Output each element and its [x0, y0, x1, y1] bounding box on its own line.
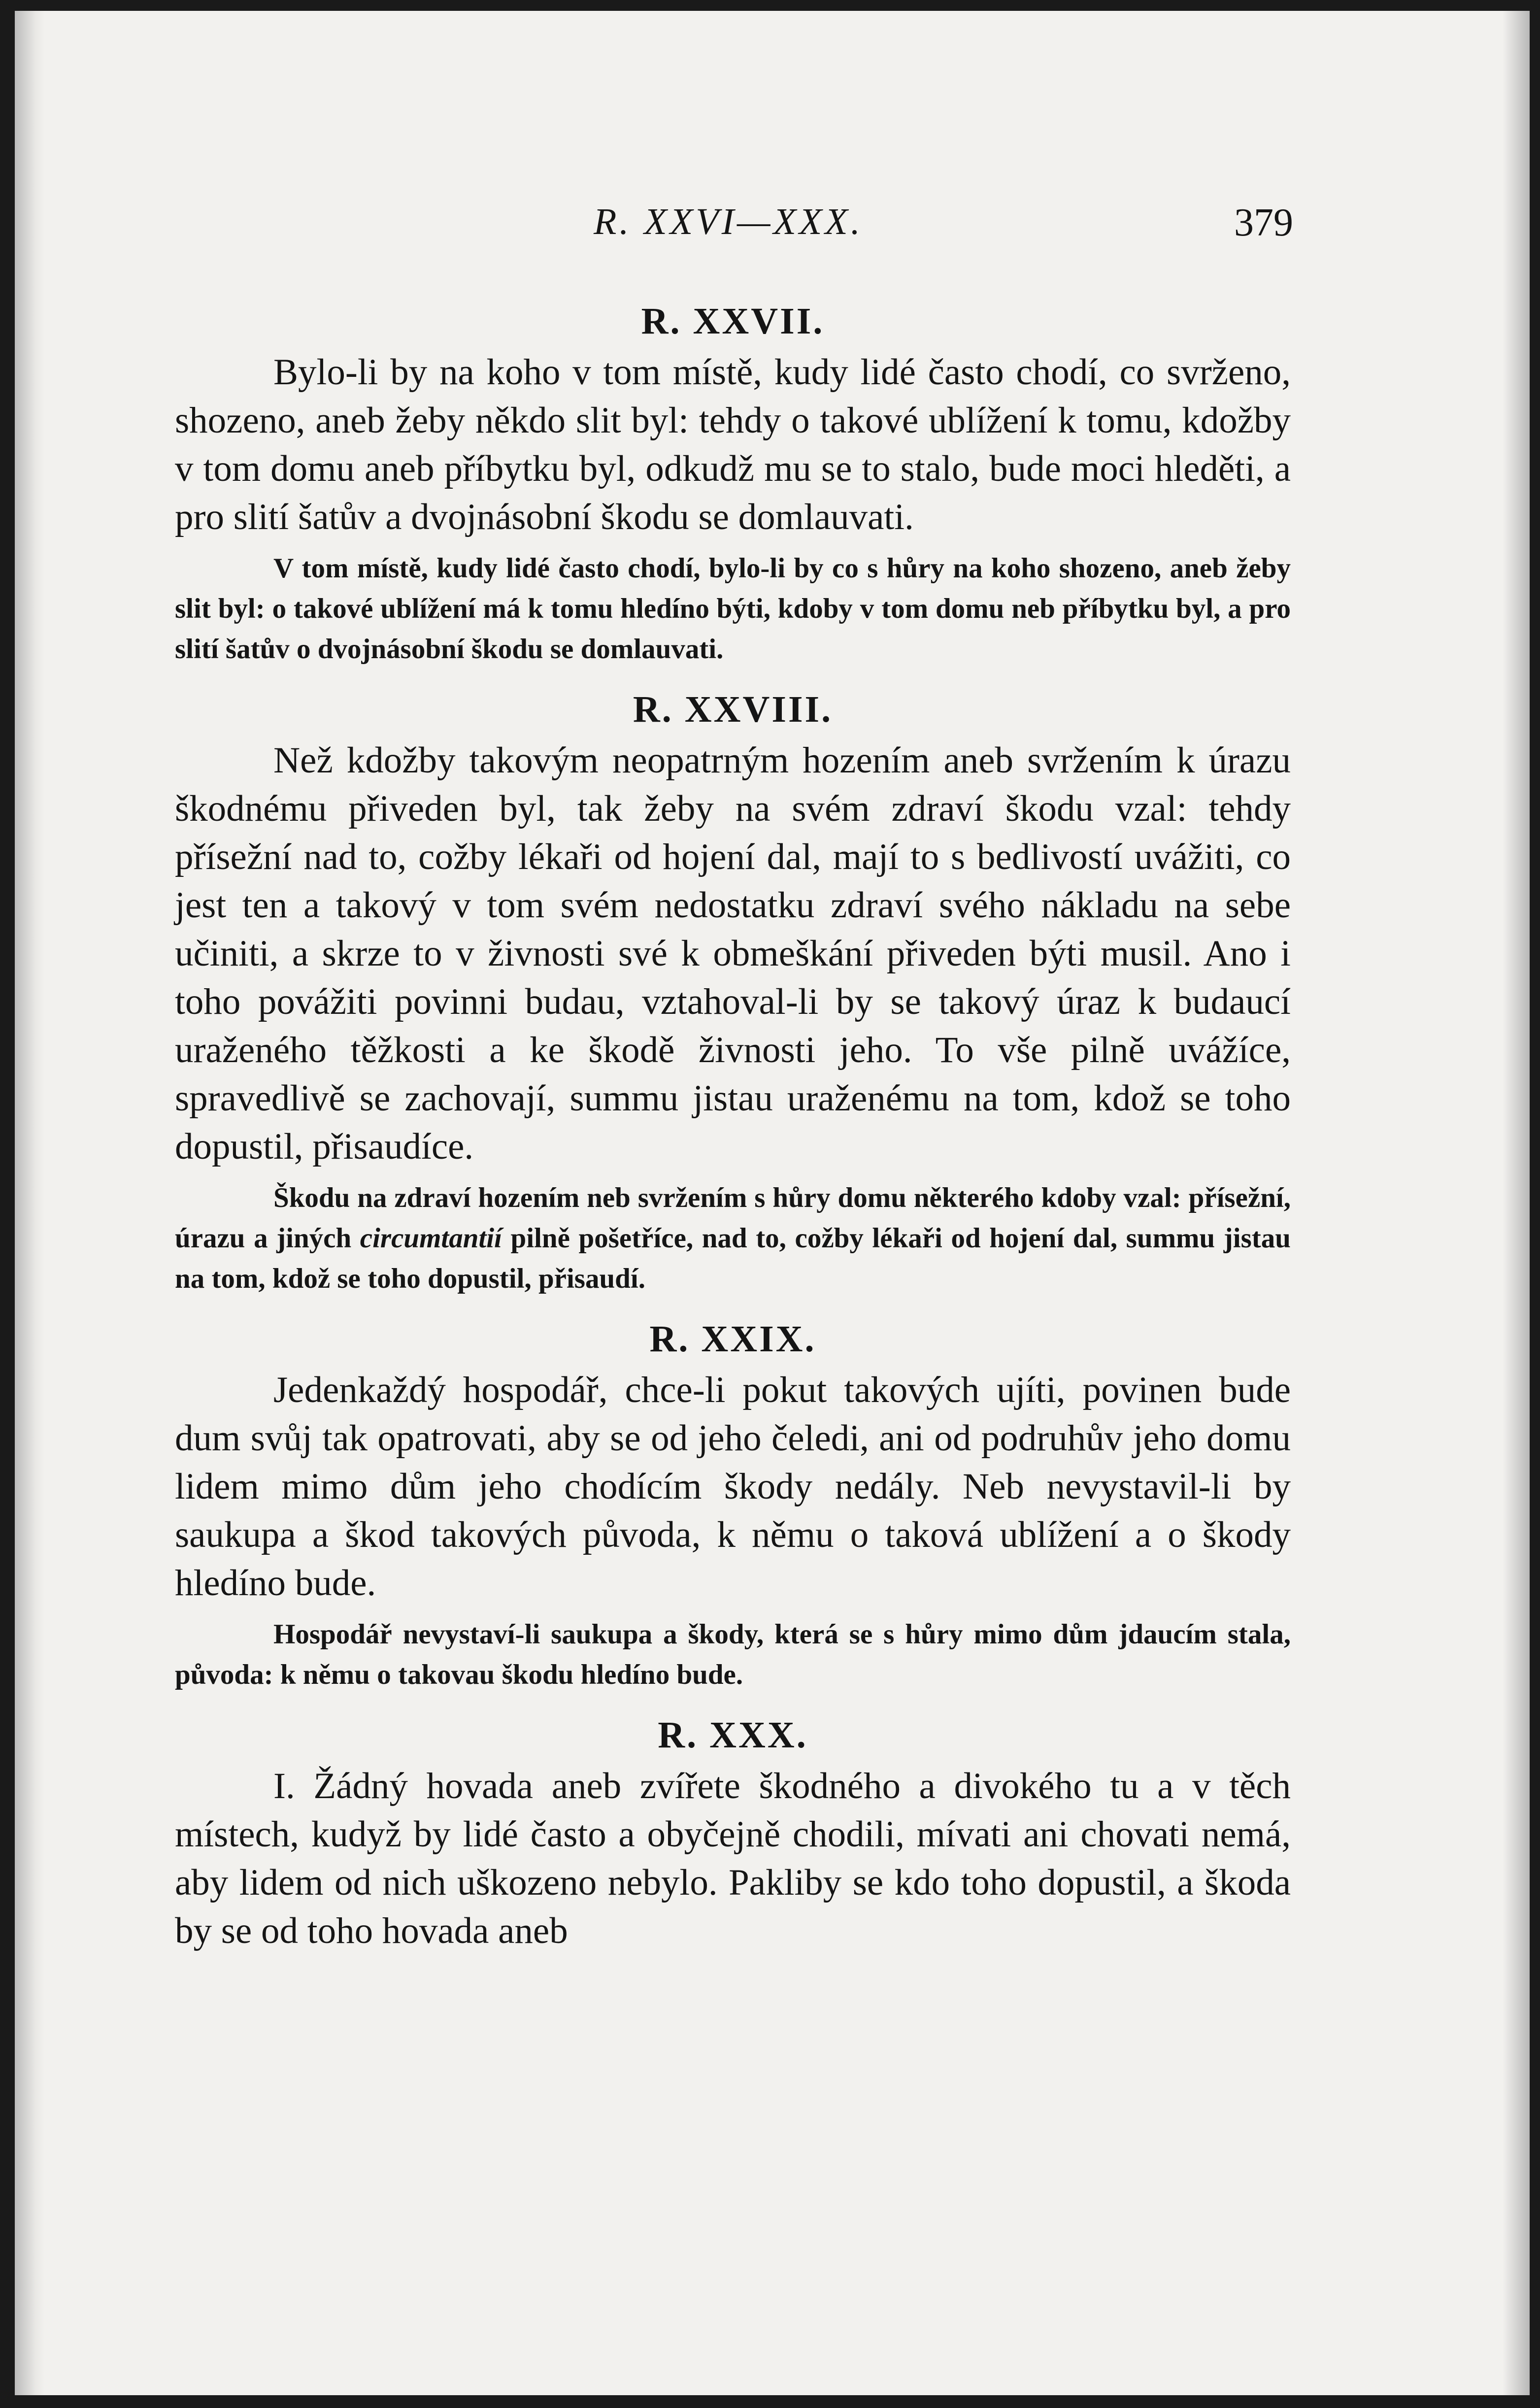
- section-heading: R. XXX.: [658, 1714, 808, 1756]
- page-number: 379: [1234, 201, 1293, 244]
- summary-paragraph: V tom místě, kudy lidé často chodí, bylo-li by co s hůry na koho shozeno, aneb žeby slit byl: o takové ublížení má k tomu hledíno býti, kdoby v tom domu neb příbytku byl, a pro slití šatův o dvojnásobní škodu se domlauvati.: [175, 553, 1291, 665]
- section-xxx: [175, 1708, 1291, 1955]
- section-xxix: [175, 1312, 1291, 1695]
- main-paragraph: Než kdožby takovým neopatrným hozením aneb svržením k úrazu škodnému přiveden byl, tak žeby na svém zdraví škodu vzal: tehdy přísežní nad to, cožby lékaři od hojení dal, mají to s bedlivostí uvážiti, co jest ten a takový v tom svém nedostatku zdraví svého nákladu na sebe učiniti, a skrze to v živnosti své k obmeškání přiveden býti musil. Ano i toho povážiti povinni budau, vztahoval-li by se takový úraz k budaucí uraženého těžkosti a ke škodě živnosti jeho. To vše pilně uvážíce, spravedlivě se zachovají, summu jistau uraženému na tom, kdož se toho dopustil, přisaudíce.: [175, 740, 1291, 1167]
- summary-paragraph: Hospodář nevystaví-li saukupa a škody, která se s hůry mimo dům jdaucím stala, původa: k němu o takovau škodu hledíno bude.: [175, 1619, 1291, 1690]
- text-block: [175, 294, 1291, 1962]
- summary-text: Škodu na zdraví hozením neb svržením s hůry domu některého kdoby vzal: přísežní, úrazu a jiných: [175, 1182, 1291, 1254]
- summary-latin-term: circumtantií: [360, 1223, 502, 1254]
- main-paragraph: Jedenkaždý hospodář, chce-li pokut takových ujíti, povinen bude dum svůj tak opatrovati, aby se od jeho čeledi, ani od podruhův jeho domu lidem mimo dům jeho chodícím škody nedály. Neb nevystavil-li by saukupa a škod takových původa, k němu o taková ublížení a o škody hledíno bude.: [175, 1370, 1291, 1604]
- section-heading: R. XXVII.: [641, 301, 825, 342]
- page-header: [594, 201, 1293, 255]
- main-paragraph: Bylo-li by na koho v tom místě, kudy lidé často chodí, co svrženo, shozeno, aneb žeby někdo slit byl: tehdy o takové ublížení k tomu, kdožby v tom domu aneb příbytku byl, odkudž mu se to stalo, bude moci hleděti, a pro slití šatův a dvojnásobní škodu se domlauvati.: [175, 352, 1291, 537]
- running-title: R. XXVI—XXX.: [594, 201, 863, 242]
- summary-text: pilně pošetříce, nad to, cožby lékaři od hojení dal, summu jistau na tom, kdož se toho dopustil, přisaudí.: [175, 1223, 1291, 1294]
- section-heading: R. XXIX.: [649, 1318, 816, 1360]
- section-xxvii: [175, 294, 1291, 669]
- book-page: [15, 11, 1530, 2395]
- section-heading: R. XXVIII.: [633, 689, 833, 730]
- page-edge-shadow-left: [15, 11, 44, 2395]
- page-edge-shadow-right: [1503, 11, 1530, 2395]
- main-paragraph: I. Žádný hovada aneb zvířete škodného a divokého tu a v těch místech, kudyž by lidé často a obyčejně chodili, mívati ani chovati nemá, aby lidem od nich uškozeno nebylo. Pakliby se kdo toho dopustil, a škoda by se od toho hovada aneb: [175, 1766, 1291, 1951]
- summary-paragraph: [175, 1178, 1291, 1299]
- section-xxviii: [175, 682, 1291, 1299]
